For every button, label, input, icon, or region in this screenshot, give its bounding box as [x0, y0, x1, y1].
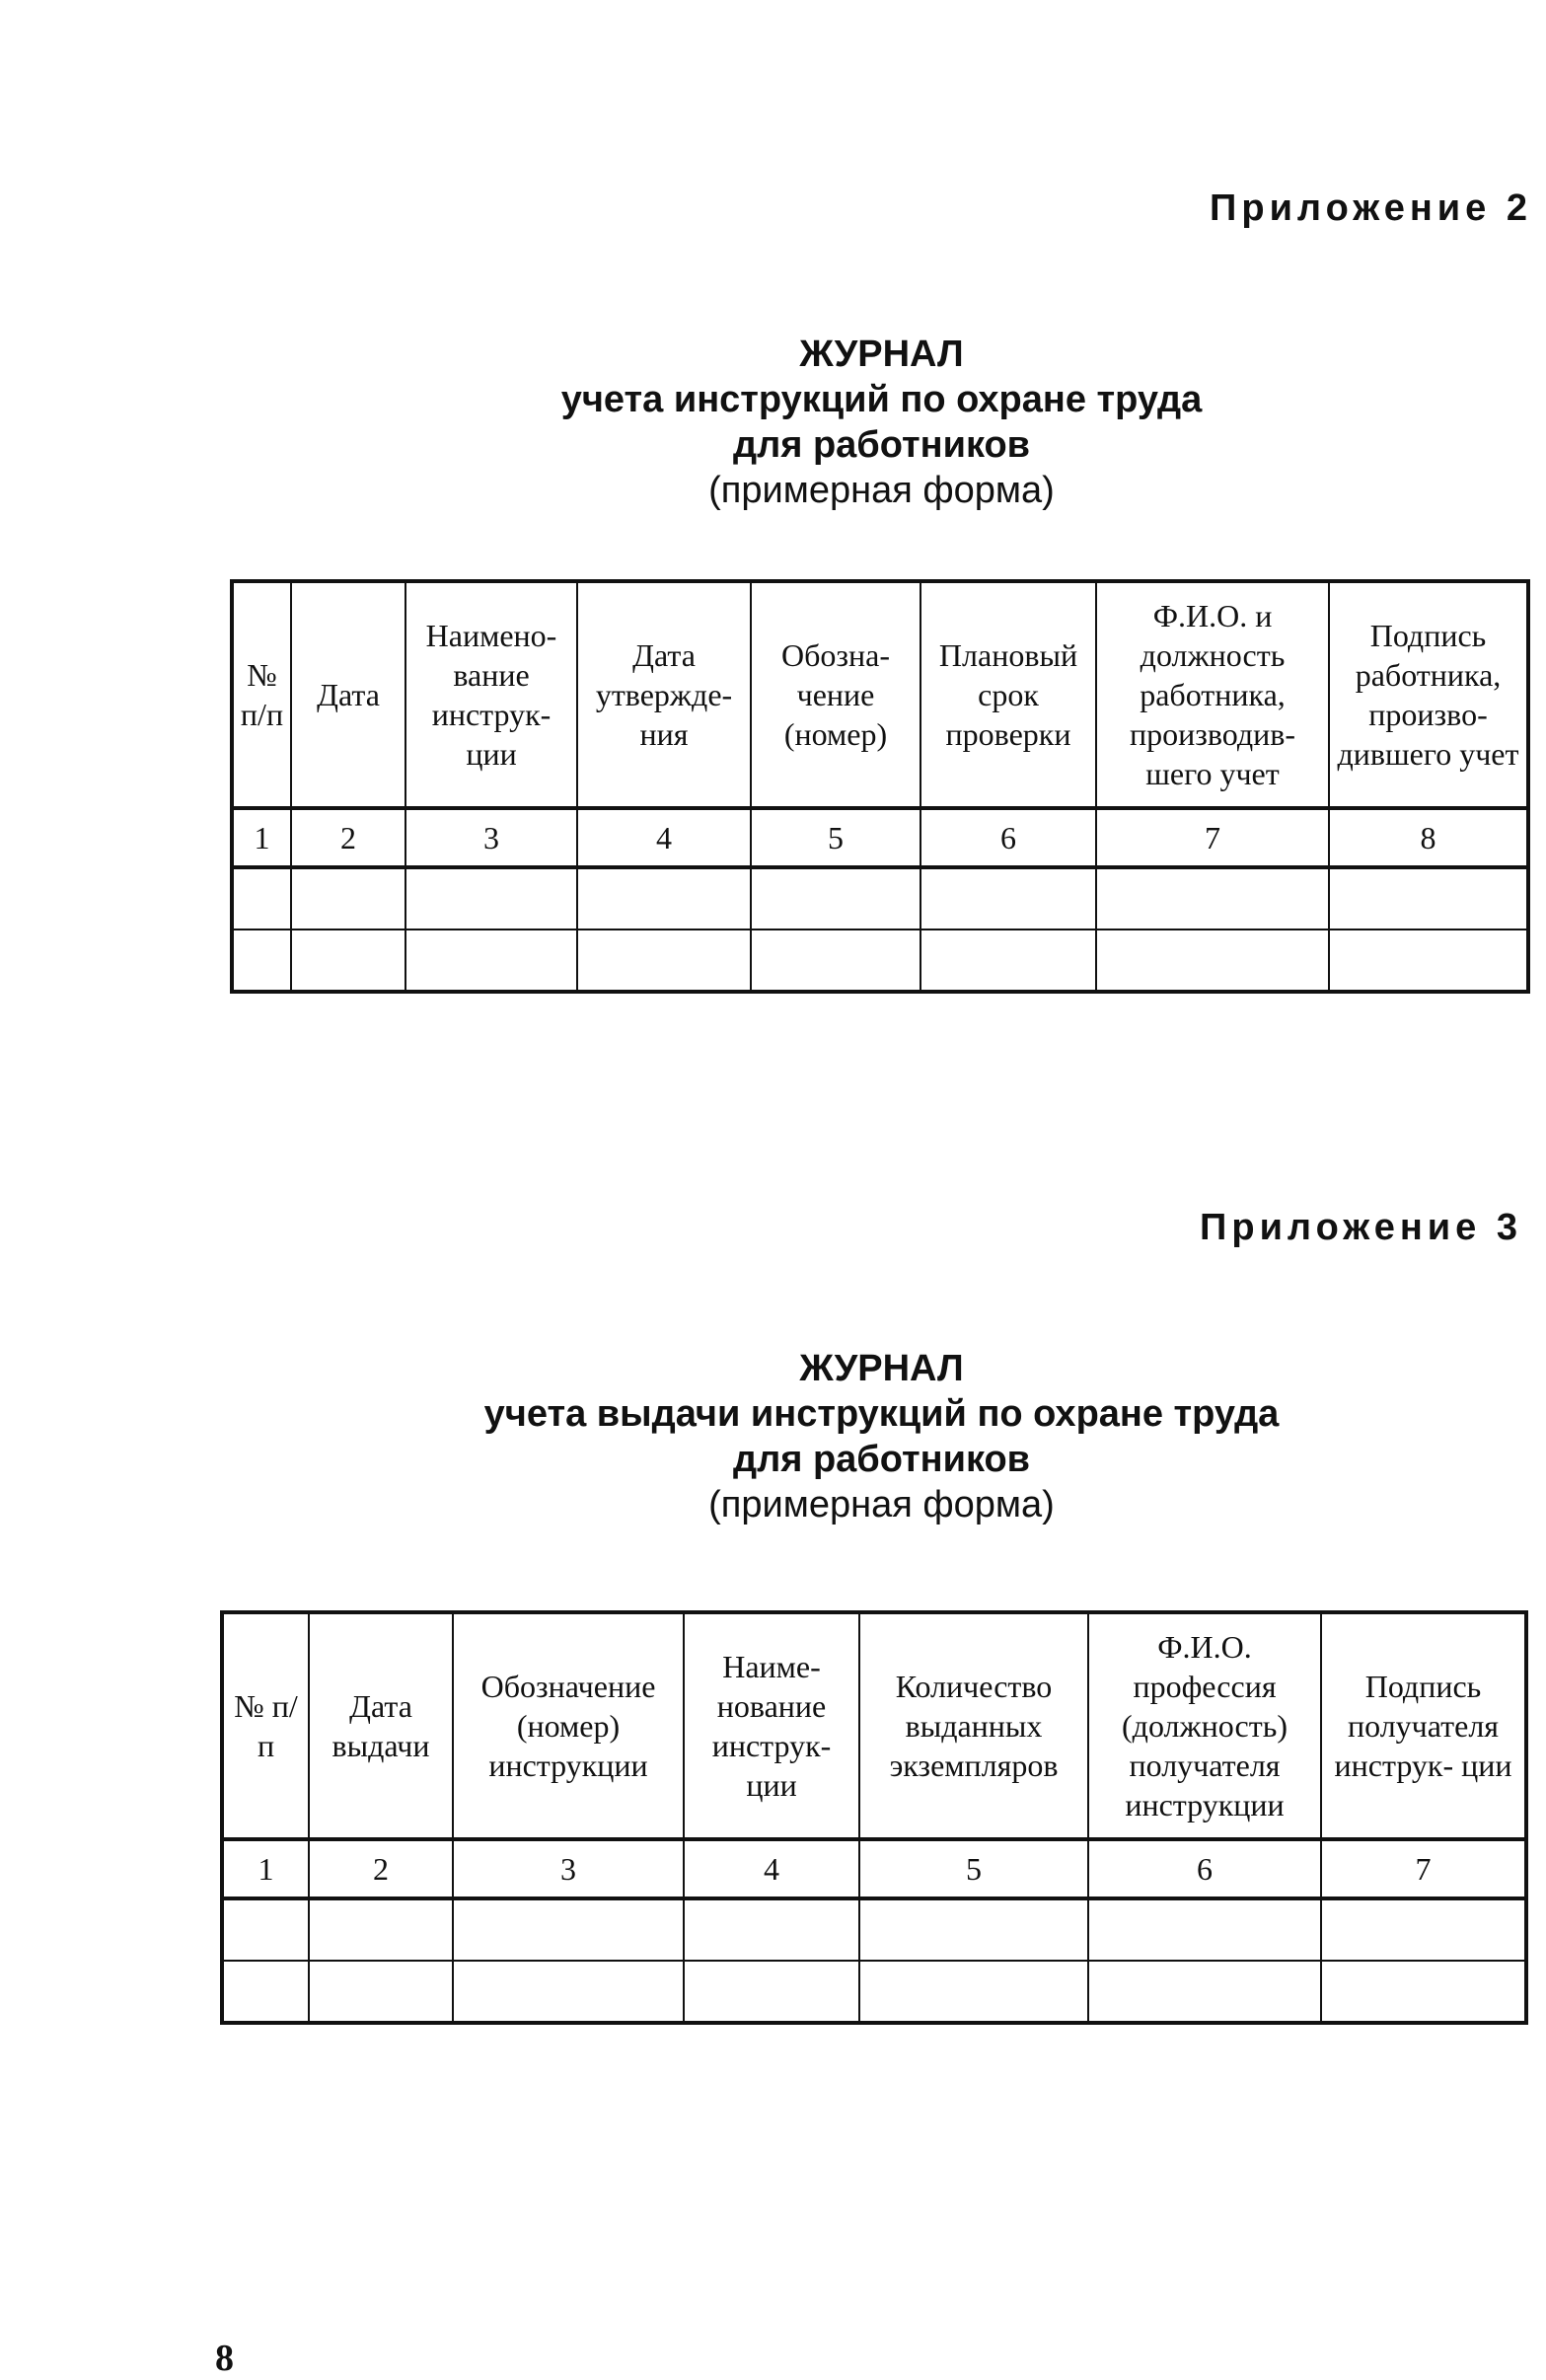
column-header: Дата: [291, 581, 405, 808]
table-cell: [1088, 1961, 1321, 2023]
table-cell: [405, 867, 577, 930]
table-cell: [453, 1961, 684, 2023]
column-number: 8: [1329, 808, 1528, 867]
column-number: 6: [1088, 1839, 1321, 1898]
table-cell: [1321, 1898, 1526, 1961]
column-number: 5: [751, 808, 920, 867]
column-header: Ф.И.О. и должность работника, производив- шего учет: [1096, 581, 1329, 808]
table-cell: [920, 930, 1096, 992]
column-header: Подпись работника, произво- дившего учет: [1329, 581, 1528, 808]
table-cell: [859, 1898, 1088, 1961]
page-number: 8: [215, 2338, 234, 2379]
column-header: Подпись получателя инструк- ции: [1321, 1612, 1526, 1839]
table-cell: [684, 1961, 859, 2023]
table-cell: [1096, 867, 1329, 930]
column-header: Количество выданных экземпляров: [859, 1612, 1088, 1839]
journal-2-table: [220, 1610, 1528, 2025]
table-row: [232, 930, 1528, 992]
column-number: 7: [1321, 1839, 1526, 1898]
column-number-row: [232, 808, 1528, 867]
column-number: 4: [577, 808, 751, 867]
table-cell: [222, 1961, 309, 2023]
column-header: № п/п: [222, 1612, 309, 1839]
column-number: 5: [859, 1839, 1088, 1898]
table-cell: [291, 867, 405, 930]
journal-2-header-row: [222, 1612, 1526, 1839]
table-cell: [1329, 867, 1528, 930]
table-cell: [232, 867, 291, 930]
journal-1-subtitle-2: для работников: [732, 424, 1031, 466]
journal-1-subtitle: учета инструкций по охране труда: [560, 379, 1203, 420]
table-cell: [577, 867, 751, 930]
column-header: Дата выдачи: [309, 1612, 453, 1839]
table-cell: [291, 930, 405, 992]
table-cell: [920, 867, 1096, 930]
column-number: 1: [222, 1839, 309, 1898]
table-row: [222, 1898, 1526, 1961]
table-row: [232, 867, 1528, 930]
journal-2-subtitle-2: для работников: [732, 1439, 1031, 1480]
table-cell: [405, 930, 577, 992]
column-header: Наиме- нование инструк- ции: [684, 1612, 859, 1839]
table-cell: [309, 1898, 453, 1961]
journal-1-heading: [109, 332, 1546, 513]
journal-1-table: [230, 579, 1530, 994]
column-number: 3: [405, 808, 577, 867]
column-header: Обозна- чение (номер): [751, 581, 920, 808]
journal-2-title: ЖУРНАЛ: [799, 1348, 964, 1389]
journal-1-title: ЖУРНАЛ: [799, 334, 964, 375]
table-cell: [1096, 930, 1329, 992]
journal-2-note: (примерная форма): [708, 1484, 1055, 1525]
table-cell: [577, 930, 751, 992]
journal-1-header-row: [232, 581, 1528, 808]
column-header: Наимено- вание инструк- ции: [405, 581, 577, 808]
table-cell: [309, 1961, 453, 2023]
column-number: 3: [453, 1839, 684, 1898]
appendix-2-label: Приложение 2: [1210, 187, 1532, 229]
column-number: 7: [1096, 808, 1329, 867]
table-cell: [684, 1898, 859, 1961]
table-row: [222, 1961, 1526, 2023]
column-header: Ф.И.О. профессия (должность) получателя инструкции: [1088, 1612, 1321, 1839]
column-header: № п/п: [232, 581, 291, 808]
column-header: Плановый срок проверки: [920, 581, 1096, 808]
table-cell: [751, 867, 920, 930]
column-number: 6: [920, 808, 1096, 867]
appendix-3-label: Приложение 3: [1200, 1207, 1522, 1248]
journal-2-heading: [109, 1346, 1546, 1527]
table-cell: [232, 930, 291, 992]
table-cell: [222, 1898, 309, 1961]
table-cell: [1329, 930, 1528, 992]
journal-1-note: (примерная форма): [708, 470, 1055, 511]
column-number: 1: [232, 808, 291, 867]
table-cell: [1088, 1898, 1321, 1961]
table-cell: [859, 1961, 1088, 2023]
column-header: Дата утвержде- ния: [577, 581, 751, 808]
table-cell: [751, 930, 920, 992]
journal-2-subtitle: учета выдачи инструкций по охране труда: [483, 1393, 1280, 1435]
column-number-row: [222, 1839, 1526, 1898]
table-cell: [1321, 1961, 1526, 2023]
column-header: Обозначение (номер) инструкции: [453, 1612, 684, 1839]
column-number: 4: [684, 1839, 859, 1898]
table-cell: [453, 1898, 684, 1961]
column-number: 2: [291, 808, 405, 867]
column-number: 2: [309, 1839, 453, 1898]
